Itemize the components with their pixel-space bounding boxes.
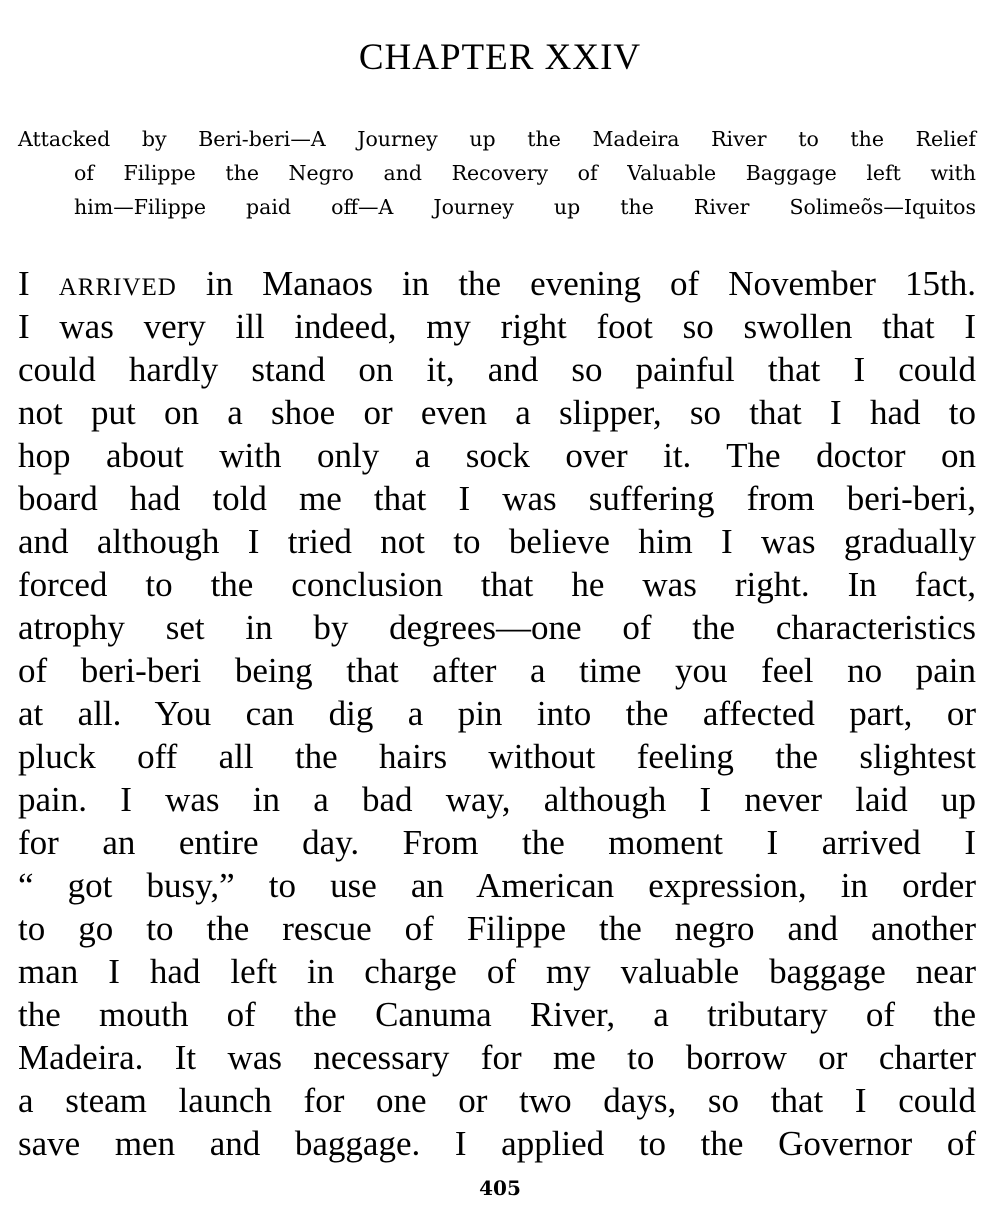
body-line: the mouth of the Canuma River, a tributary of the bbox=[18, 995, 976, 1034]
body-line: for an entire day. From the moment I arrived I bbox=[18, 823, 976, 862]
body-line: and although I tried not to believe him I was gradually bbox=[18, 522, 976, 561]
chapter-title: CHAPTER XXIV bbox=[358, 37, 642, 78]
body-paragraph bbox=[18, 262, 976, 1165]
synopsis-line: Attacked by Beri-beri—A Journey up the Madeira River to the Relief bbox=[18, 127, 976, 151]
body-line: could hardly stand on it, and so painful that I could bbox=[18, 350, 976, 389]
body-line: board had told me that I was suffering from beri-beri, bbox=[18, 479, 976, 518]
body-line: save men and baggage. I applied to the Governor of bbox=[18, 1124, 976, 1163]
body-line: to go to the rescue of Filippe the negro and another bbox=[18, 909, 976, 948]
synopsis-line: of Filippe the Negro and Recovery of Valuable Baggage left with bbox=[74, 161, 976, 185]
body-line: of beri-beri being that after a time you feel no pain bbox=[18, 651, 976, 690]
body-line: man I had left in charge of my valuable baggage near bbox=[18, 952, 976, 991]
body-line: Madeira. It was necessary for me to borrow or charter bbox=[18, 1038, 976, 1077]
page-number: 405 bbox=[479, 1176, 521, 1200]
body-line: at all. You can dig a pin into the affected part, or bbox=[18, 694, 976, 733]
body-line: hop about with only a sock over it. The doctor on bbox=[18, 436, 976, 475]
opening-line-rest: in Manaos in the evening of November 15th. bbox=[176, 264, 976, 303]
opening-word: I bbox=[18, 264, 30, 303]
body-line: not put on a shoe or even a slipper, so that I had to bbox=[18, 393, 976, 432]
body-line: pain. I was in a bad way, although I never laid up bbox=[18, 780, 976, 819]
opening-line bbox=[18, 262, 976, 305]
body-line: a steam launch for one or two days, so that I could bbox=[18, 1081, 976, 1120]
chapter-synopsis bbox=[18, 122, 976, 224]
body-line: I was very ill indeed, my right foot so swollen that I bbox=[18, 307, 976, 346]
synopsis-line: him—Filippe paid off—A Journey up the River Solimeõs—Iquitos bbox=[74, 195, 976, 219]
body-line: “ got busy,” to use an American expression, in order bbox=[18, 866, 976, 905]
body-line: forced to the conclusion that he was right. In fact, bbox=[18, 565, 976, 604]
opening-smallcaps: arrived bbox=[58, 264, 177, 303]
body-line: atrophy set in by degrees—one of the characteristics bbox=[18, 608, 976, 647]
body-line: pluck off all the hairs without feeling the slightest bbox=[18, 737, 976, 776]
